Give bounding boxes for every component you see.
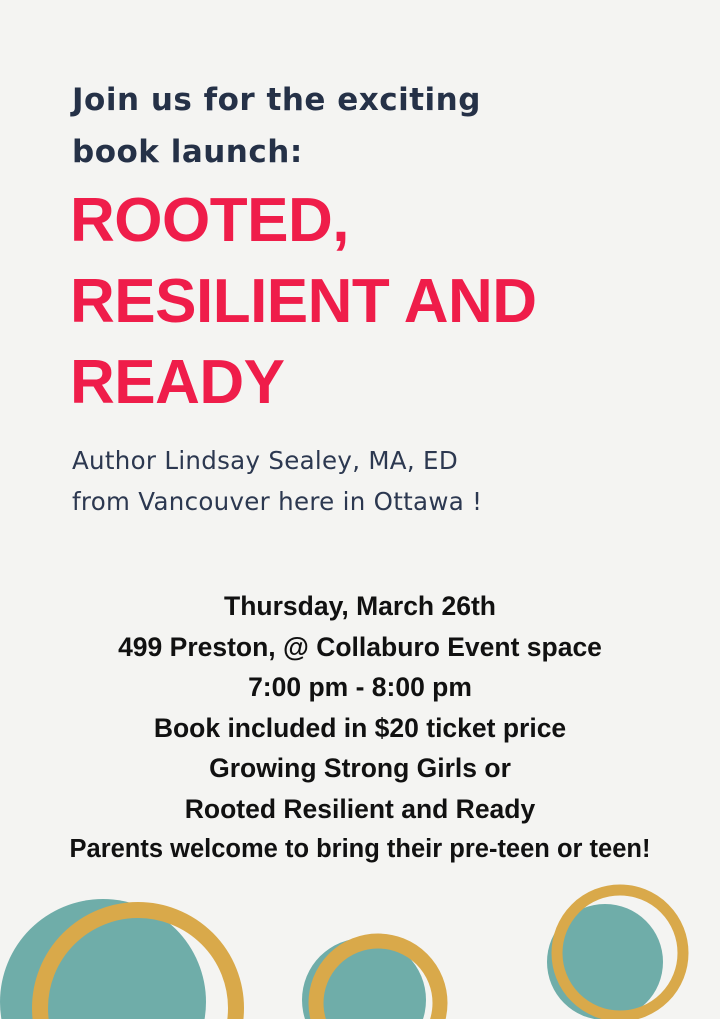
title-line-2: RESILIENT AND: [70, 267, 537, 336]
book-option-1: Growing Strong Girls or: [209, 753, 511, 783]
author-line-1: Author Lindsay Sealey, MA, ED: [72, 446, 458, 475]
parents-note: Parents welcome to bring their pre-teen or teen!: [69, 835, 651, 863]
event-time: 7:00 pm - 8:00 pm: [248, 672, 472, 702]
intro-line-2: book launch:: [72, 134, 303, 170]
title-line-3: READY: [70, 348, 285, 417]
ticket-info: Book included in $20 ticket price: [153, 712, 567, 743]
book-option-2: Rooted Resilient and Ready: [184, 793, 536, 824]
author-line-2: from Vancouver here in Ottawa !: [72, 487, 483, 516]
event-venue: 499 Preston, @ Collaburo Event space: [118, 631, 602, 662]
event-date: Thursday, March 26th: [224, 591, 496, 621]
title-line-1: ROOTED,: [70, 186, 349, 255]
intro-line-1: Join us for the exciting: [72, 82, 481, 118]
